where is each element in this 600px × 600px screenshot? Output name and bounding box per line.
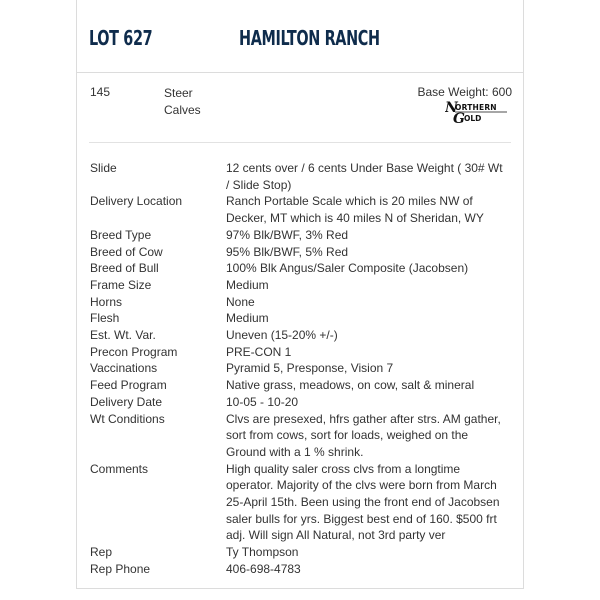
detail-label: Comments <box>90 461 149 476</box>
detail-label: Delivery Location <box>90 194 183 209</box>
detail-value: Clvs are presexed, hfrs gather after strs. AM gather, sort from cows, sort for loads, weighed on the Ground with a 1 % shrink. <box>226 411 501 459</box>
ranch-name: HAMILTON RANCH <box>239 26 380 50</box>
base-weight: Base Weight: 600 <box>417 85 512 99</box>
detail-label: Frame Size <box>90 277 152 292</box>
detail-row-feed-program <box>77 377 523 394</box>
logo-text-top: ORTHERN <box>455 103 497 112</box>
head-count: 145 <box>90 85 111 99</box>
detail-label: Est. Wt. Var. <box>90 328 156 343</box>
detail-value: PRE-CON 1 <box>226 344 292 359</box>
detail-value: Medium <box>226 277 269 292</box>
detail-label: Breed of Bull <box>90 261 159 276</box>
lot-summary <box>77 72 523 142</box>
detail-value: Native grass, meadows, on cow, salt & mineral <box>226 378 475 393</box>
detail-label: Vaccinations <box>90 361 158 376</box>
details-table <box>77 160 523 578</box>
detail-row-flesh <box>77 310 523 327</box>
detail-label: Breed of Cow <box>90 244 163 259</box>
detail-value: Uneven (15-20% +/-) <box>226 328 338 343</box>
northern-gold-logo-icon <box>445 100 511 124</box>
detail-label: Slide <box>90 161 117 175</box>
detail-label: Precon Program <box>90 344 178 359</box>
detail-row-breed-of-bull <box>77 260 523 277</box>
detail-value: Pyramid 5, Presponse, Vision 7 <box>226 361 394 376</box>
detail-label: Horns <box>90 294 123 309</box>
detail-row-est-wt-var <box>77 327 523 344</box>
lot-number: LOT 627 <box>89 26 153 50</box>
detail-label: Feed Program <box>90 378 167 393</box>
detail-row-horns <box>77 294 523 311</box>
lot-header <box>77 0 523 73</box>
detail-label: Rep Phone <box>90 561 151 576</box>
detail-label: Delivery Date <box>90 394 163 409</box>
detail-row-frame-size <box>77 277 523 294</box>
detail-label: Breed Type <box>90 227 152 242</box>
section-divider <box>89 142 511 143</box>
detail-value: 100% Blk Angus/Saler Composite (Jacobsen) <box>226 261 469 276</box>
detail-row-rep-phone <box>77 561 523 578</box>
logo-text-bottom: OLD <box>464 114 482 123</box>
detail-label: Wt Conditions <box>90 411 165 426</box>
logo-letter-g: G <box>453 111 465 124</box>
detail-value: 10-05 - 10-20 <box>226 394 299 409</box>
detail-row-slide <box>77 160 523 193</box>
lot-card <box>76 0 524 589</box>
detail-value: 406-698-4783 <box>226 561 301 576</box>
detail-value: Medium <box>226 311 269 326</box>
detail-row-comments <box>77 461 523 545</box>
detail-value: 95% Blk/BWF, 5% Red <box>226 244 349 259</box>
detail-row-vaccinations <box>77 360 523 377</box>
detail-label: Flesh <box>90 311 120 326</box>
detail-row-precon-program <box>77 344 523 361</box>
detail-label: Rep <box>90 545 113 560</box>
detail-row-wt-conditions <box>77 411 523 461</box>
detail-row-rep <box>77 544 523 561</box>
cattle-description: Steer Calves <box>164 86 201 117</box>
detail-value: Ranch Portable Scale which is 20 miles NW of Decker, MT which is 40 miles N of Sheridan, WY <box>226 194 484 226</box>
detail-row-breed-of-cow <box>77 244 523 261</box>
logo-letter-n: N <box>445 100 458 116</box>
detail-value: Ty Thompson <box>226 545 299 560</box>
detail-value: None <box>226 294 255 309</box>
detail-value: 97% Blk/BWF, 3% Red <box>226 227 349 242</box>
detail-value: High quality saler cross clvs from a longtime operator. Majority of the clvs were born from March 25-April 15th. Been using the front end of Jacobsen saler bulls for yrs. Biggest best end of 160. $500 frt adj. Will sign All Natural, not 3rd party ver <box>226 461 500 543</box>
detail-row-delivery-location <box>77 193 523 226</box>
detail-row-delivery-date <box>77 394 523 411</box>
detail-value: 12 cents over / 6 cents Under Base Weight ( 30# Wt / Slide Stop) <box>226 161 503 192</box>
detail-row-breed-type <box>77 227 523 244</box>
